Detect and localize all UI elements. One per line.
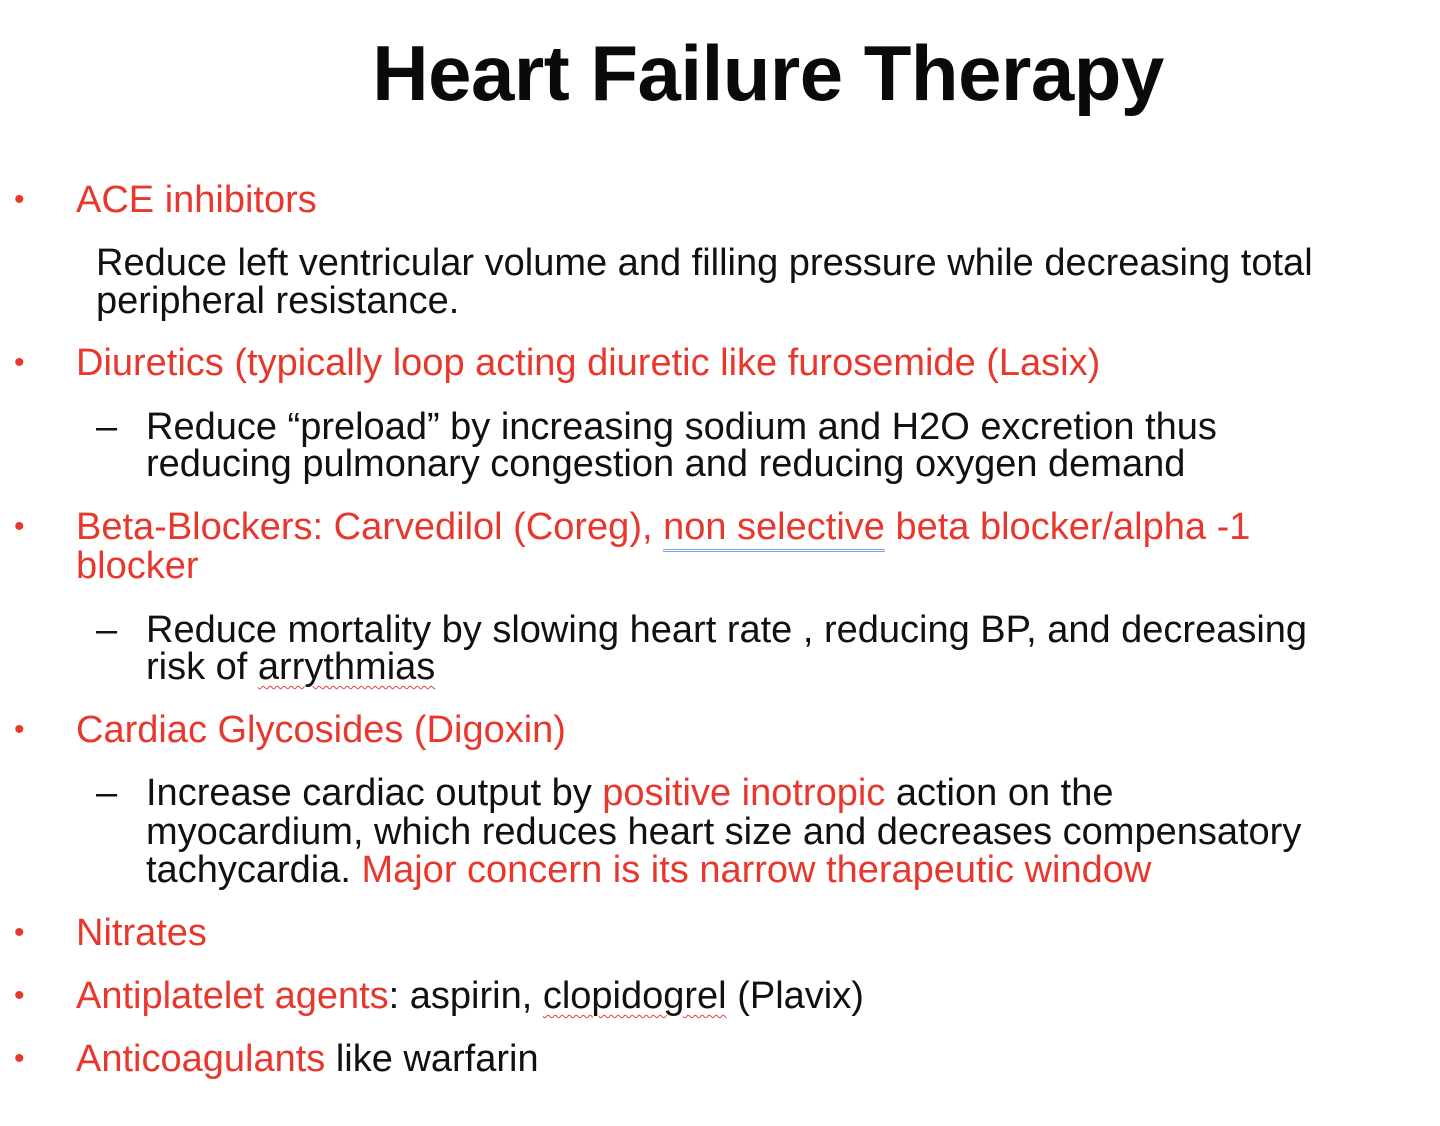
plavix-text: (Plavix): [726, 975, 864, 1017]
bullet-anticoagulants: [76, 1039, 539, 1079]
sub-glycosides-line2: myocardium, which reduces heart size and decreases compensatory: [146, 811, 1302, 853]
bullet-nitrates: Nitrates: [76, 912, 207, 954]
sub-beta-blockers-line1: Reduce mortality by slowing heart rate , reducing BP, and decreasing: [146, 609, 1308, 651]
bullet-marker: •: [14, 183, 25, 216]
non-selective-underlined: non selective: [663, 506, 885, 552]
bullet-marker: •: [14, 979, 25, 1012]
bullet-beta-blockers-line2: blocker: [76, 545, 199, 587]
sub-bullet-dash: –: [96, 609, 118, 651]
positive-inotropic-highlight: positive inotropic: [602, 772, 886, 814]
glycosides-text-c: action on the: [885, 772, 1114, 814]
spellcheck-arrythmias: arrythmias: [257, 646, 436, 688]
note-ace-line2: peripheral resistance.: [96, 280, 460, 322]
warfarin-text: like warfarin: [325, 1038, 539, 1080]
bullet-cardiac-glycosides: Cardiac Glycosides (Digoxin): [76, 709, 566, 751]
sub-beta-blockers-line2: [146, 647, 435, 687]
spellcheck-clopidogrel: clopidogrel: [542, 975, 727, 1017]
bullet-ace-inhibitors: ACE inhibitors: [76, 179, 317, 221]
sub-diuretics-line2: reducing pulmonary congestion and reducing oxygen demand: [146, 443, 1186, 485]
glycosides-text-a: Increase cardiac output by: [146, 772, 603, 814]
note-ace-line1: Reduce left ventricular volume and filling pressure while decreasing total: [96, 242, 1313, 284]
beta-blockers-text-c: beta blocker/alpha -1: [884, 506, 1251, 548]
bullet-marker: •: [14, 1042, 25, 1075]
bullet-marker: •: [14, 510, 25, 543]
bullet-marker: •: [14, 346, 25, 379]
bullet-antiplatelet-agents: [76, 976, 864, 1016]
sub-glycosides-line3: [146, 850, 1151, 890]
sub-diuretics-line1: Reduce “preload” by increasing sodium and H2O excretion thus: [146, 406, 1217, 448]
tachycardia-text: tachycardia.: [146, 849, 362, 891]
sub-bullet-dash: –: [96, 406, 118, 448]
slide-title: Heart Failure Therapy: [372, 29, 1164, 117]
aspirin-text: : aspirin,: [388, 975, 543, 1017]
antiplatelet-label: Antiplatelet agents: [76, 975, 389, 1017]
bullet-marker: •: [14, 916, 25, 949]
anticoagulants-label: Anticoagulants: [76, 1038, 326, 1080]
risk-of-text: risk of: [146, 646, 258, 688]
bullet-marker: •: [14, 713, 25, 746]
major-concern-highlight: Major concern is its narrow therapeutic window: [361, 849, 1152, 891]
bullet-diuretics: Diuretics (typically loop acting diuretic like furosemide (Lasix): [76, 342, 1101, 384]
beta-blockers-text-a: Beta-Blockers: Carvedilol (Coreg),: [76, 506, 664, 548]
sub-bullet-dash: –: [96, 772, 118, 814]
bullet-beta-blockers: [76, 507, 1250, 547]
sub-glycosides-line1: [146, 773, 1113, 813]
